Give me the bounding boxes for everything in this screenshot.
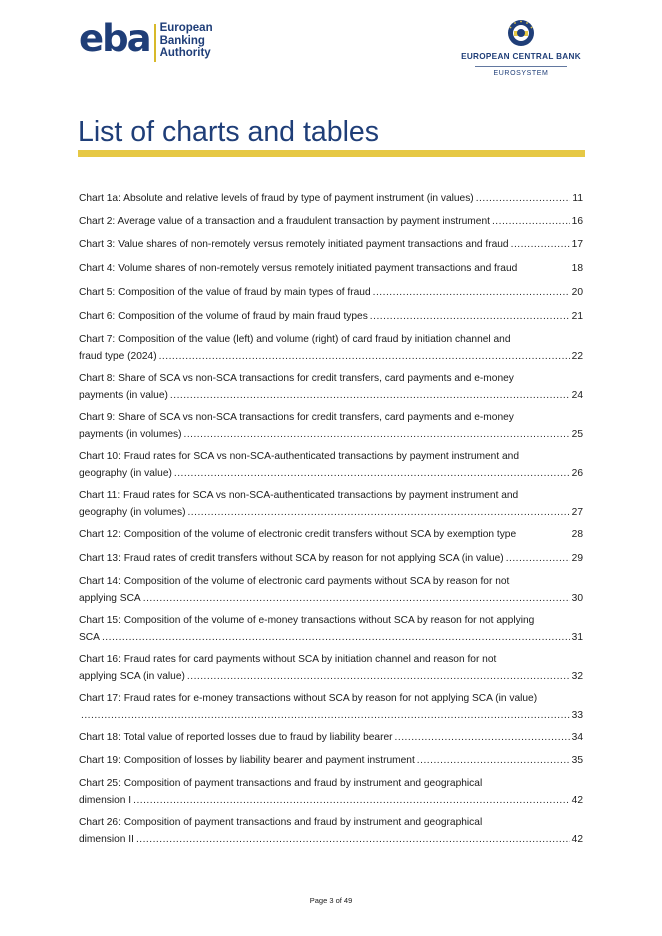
- toc-page-number[interactable]: 26: [571, 468, 583, 479]
- toc-entry-text-cont[interactable]: applying SCA (in value): [79, 671, 185, 682]
- toc-entry[interactable]: [79, 213, 583, 230]
- toc-entry-text[interactable]: Chart 13: Fraud rates of credit transfers without SCA by reason for not applying SCA (in value): [79, 553, 504, 564]
- toc-entry[interactable]: [79, 775, 583, 809]
- toc-entry-text[interactable]: Chart 1a: Absolute and relative levels of fraud by type of payment instrument (in values): [79, 193, 474, 204]
- toc-entry-text[interactable]: Chart 25: Composition of payment transactions and fraud by instrument and geographical: [79, 778, 483, 789]
- toc-page-number[interactable]: 31: [571, 632, 583, 643]
- toc-entry-text[interactable]: Chart 14: Composition of the volume of electronic card payments without SCA by reason for not: [79, 576, 510, 587]
- eba-logo-divider: [154, 24, 156, 62]
- toc-entry[interactable]: [79, 612, 583, 646]
- toc-entry-text[interactable]: Chart 11: Fraud rates for SCA vs non-SCA-authenticated transactions by payment instrument and: [79, 490, 519, 501]
- eba-word-1: European: [159, 22, 213, 34]
- toc-entry-text[interactable]: Chart 15: Composition of the volume of e-money transactions without SCA by reason for not applying: [79, 615, 535, 626]
- toc-page-number[interactable]: 16: [571, 216, 583, 227]
- toc-entry[interactable]: [79, 690, 583, 724]
- toc-entry-text[interactable]: Chart 17: Fraud rates for e-money transactions without SCA by reason for not applying SCA (in value): [79, 693, 538, 704]
- toc-entry-text[interactable]: Chart 3: Value shares of non-remotely versus remotely initiated payment transactions and fraud: [79, 239, 509, 250]
- toc-page-number[interactable]: 32: [571, 671, 583, 682]
- toc-entry[interactable]: [79, 190, 583, 207]
- toc-entry[interactable]: [79, 260, 583, 277]
- toc-leader: [506, 550, 570, 567]
- toc-entry-text[interactable]: Chart 10: Fraud rates for SCA vs non-SCA-authenticated transactions by payment instrument and: [79, 451, 519, 462]
- toc-entry[interactable]: [79, 409, 583, 443]
- toc-entry-text[interactable]: Chart 12: Composition of the volume of electronic credit transfers without SCA by exemption type: [79, 529, 517, 540]
- toc-entry[interactable]: [79, 550, 583, 567]
- toc-entry[interactable]: [79, 752, 583, 769]
- eba-logo-mark: eba: [79, 17, 150, 60]
- eba-word-3: Authority: [159, 47, 211, 59]
- toc-entry[interactable]: [79, 814, 583, 848]
- toc-page-number[interactable]: 34: [571, 732, 583, 743]
- toc-leader: [136, 831, 570, 848]
- toc-leader: [187, 668, 570, 685]
- toc-entry-text[interactable]: Chart 7: Composition of the value (left) and volume (right) of card fraud by initiation channel and: [79, 334, 511, 345]
- toc-page-number[interactable]: 42: [571, 834, 583, 845]
- toc-entry-text[interactable]: Chart 5: Composition of the value of fraud by main types of fraud: [79, 287, 371, 298]
- toc-page-number[interactable]: 29: [571, 553, 583, 564]
- toc-entry-text-cont[interactable]: dimension II: [79, 834, 134, 845]
- toc-leader: [81, 707, 570, 724]
- toc-page-number[interactable]: 21: [571, 311, 583, 322]
- toc-entry-text-cont[interactable]: geography (in volumes): [79, 507, 186, 518]
- toc-entry[interactable]: [79, 448, 583, 482]
- toc-entry-text[interactable]: Chart 19: Composition of losses by liability bearer and payment instrument: [79, 755, 415, 766]
- toc-entry-text[interactable]: Chart 6: Composition of the volume of fraud by main fraud types: [79, 311, 368, 322]
- toc-entry-text[interactable]: Chart 9: Share of SCA vs non-SCA transactions for credit transfers, card payments and e-money: [79, 412, 514, 423]
- toc-entry[interactable]: [79, 308, 583, 325]
- ecb-subtitle: EUROSYSTEM: [493, 70, 549, 77]
- toc-entry-text[interactable]: Chart 8: Share of SCA vs non-SCA transactions for credit transfers, card payments and e-money: [79, 373, 514, 384]
- toc-entry[interactable]: [79, 284, 583, 301]
- toc-page-number[interactable]: 42: [571, 795, 583, 806]
- toc-entry-text[interactable]: Chart 16: Fraud rates for card payments without SCA by initiation channel and reason for not: [79, 654, 497, 665]
- toc-page-number[interactable]: 33: [571, 710, 583, 721]
- toc-entry-text[interactable]: Chart 4: Volume shares of non-remotely versus remotely initiated payment transactions and fraud: [79, 263, 518, 274]
- ecb-divider: [475, 66, 567, 67]
- toc-page-number[interactable]: 30: [571, 593, 583, 604]
- toc-entry-text-cont[interactable]: dimension I: [79, 795, 132, 806]
- toc-entry-text-cont[interactable]: geography (in value): [79, 468, 172, 479]
- toc-entry[interactable]: [79, 573, 583, 607]
- toc-leader: [174, 465, 570, 482]
- toc-leader: [102, 629, 570, 646]
- toc-entry-text-cont[interactable]: payments (in value): [79, 390, 168, 401]
- toc-page-number[interactable]: 27: [571, 507, 583, 518]
- toc-leader: [476, 190, 571, 207]
- toc-leader: [187, 504, 569, 521]
- title-underline: [78, 150, 585, 157]
- toc-entry[interactable]: [79, 331, 583, 365]
- ecb-emblem-icon: [503, 18, 539, 48]
- toc-leader: [511, 236, 570, 253]
- toc-page-number[interactable]: 25: [571, 429, 583, 440]
- toc-entry[interactable]: [79, 526, 583, 543]
- toc-entry-text-cont[interactable]: SCA: [79, 632, 100, 643]
- toc-page-number[interactable]: 17: [571, 239, 583, 250]
- toc-entry-text-cont[interactable]: payments (in volumes): [79, 429, 182, 440]
- toc-leader: [492, 213, 570, 230]
- toc-entry[interactable]: [79, 236, 583, 253]
- toc-entry[interactable]: [79, 487, 583, 521]
- eba-word-2: Banking: [159, 34, 205, 47]
- toc-leader: [159, 348, 570, 365]
- toc-entry-text[interactable]: Chart 2: Average value of a transaction and a fraudulent transaction by payment instrument: [79, 216, 490, 227]
- toc-page-number[interactable]: 20: [571, 287, 583, 298]
- eba-logo-words: [160, 22, 213, 60]
- toc-page-number[interactable]: 18: [571, 263, 583, 274]
- toc-leader: [395, 729, 570, 746]
- toc-leader: [170, 387, 570, 404]
- toc-entry-text[interactable]: Chart 18: Total value of reported losses due to fraud by liability bearer: [79, 732, 393, 743]
- ecb-name: EUROPEAN CENTRAL BANK: [461, 52, 581, 61]
- toc-entry-text-cont[interactable]: applying SCA: [79, 593, 141, 604]
- toc-leader: [370, 308, 570, 325]
- toc-page-number[interactable]: 28: [571, 529, 583, 540]
- toc-leader: [133, 792, 570, 809]
- toc-entry[interactable]: [79, 729, 583, 746]
- eba-logo: [79, 17, 213, 62]
- toc-page-number[interactable]: 24: [571, 390, 583, 401]
- page-footer: Page 3 of 49: [309, 896, 353, 905]
- toc-entry-text-cont[interactable]: fraud type (2024): [79, 351, 157, 362]
- page-title: List of charts and tables: [78, 116, 380, 148]
- toc-entry[interactable]: [79, 651, 583, 685]
- toc-page-number[interactable]: 35: [571, 755, 583, 766]
- toc-leader: [183, 426, 569, 443]
- ecb-logo: [458, 18, 584, 77]
- toc-leader: [417, 752, 570, 769]
- toc-leader: [143, 590, 570, 607]
- toc-page-number[interactable]: 11: [572, 193, 583, 204]
- toc-entry[interactable]: [79, 370, 583, 404]
- toc-leader: [373, 284, 570, 301]
- toc-entry-text[interactable]: Chart 26: Composition of payment transactions and fraud by instrument and geographical: [79, 817, 483, 828]
- toc-page-number[interactable]: 22: [571, 351, 583, 362]
